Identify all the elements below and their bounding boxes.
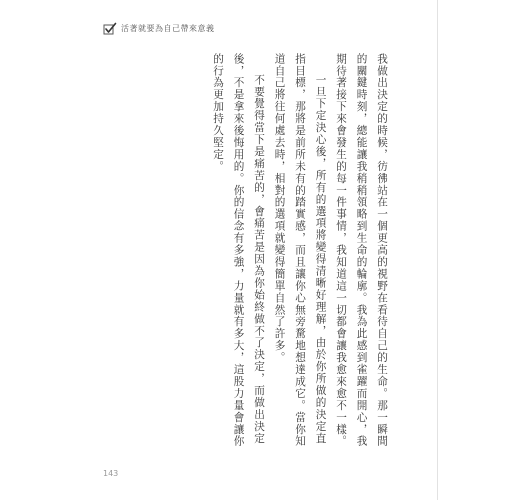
page-edge xyxy=(437,0,438,500)
paragraph-3: 不要覺得當下是痛苦的，會痛苦是因為你始終做不了決定，而做出決定後，不是拿來後悔用的。你的信念有多強，力量就有多大，這股力量會讓你的行為更加持久堅定。 xyxy=(212,53,265,448)
running-header xyxy=(103,21,215,35)
checkbox-check-icon xyxy=(103,21,117,35)
chapter-title: 活著就要為自己帶來意義 xyxy=(121,23,215,33)
paragraph-2: 一旦下定決心後，所有的選項將變得清晰好理解，由於你所做的決定直指目標，那將是前所未有的踏實感，而且讓你心無旁騖地想達成它。當你知道自己將往何處去時，相對的選項就變得簡單自然了許多。 xyxy=(273,53,327,448)
page-number: 143 xyxy=(103,469,119,478)
paragraph-1: 我做出決定的時候，彷彿站在一個更高的視野在看待自己的生命。那一瞬間的關鍵時刻，總能讓我稍稍領略到生命的輪廓。我為此感到雀躍而開心，我期待著接下來會發生的每一件事情，我知道這一切都會讓我愈來愈不一樣。 xyxy=(335,53,388,448)
vertical-body-text xyxy=(208,53,393,453)
